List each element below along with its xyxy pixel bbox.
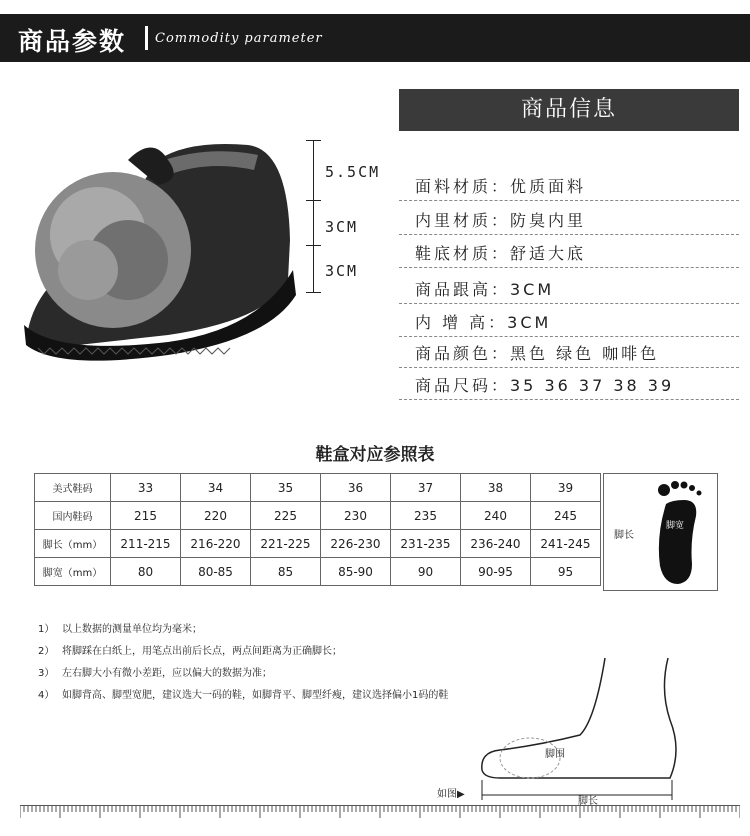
foot-outline: [482, 658, 676, 778]
table-row: [35, 502, 601, 530]
table-cell: 36: [321, 474, 391, 502]
table-cell: 80: [111, 558, 181, 586]
table-cell: 221-225: [251, 530, 321, 558]
row-label: 国内鞋码: [35, 502, 111, 530]
foot-length-label: 脚长: [614, 530, 634, 541]
table-cell: 215: [111, 502, 181, 530]
row-label: 脚宽（mm）: [35, 558, 111, 586]
table-cell: 236-240: [461, 530, 531, 558]
info-row-text: 内里材质：防臭内里: [415, 211, 587, 230]
table-cell: 220: [181, 502, 251, 530]
section-subtitle: Commodity parameter: [155, 31, 323, 46]
table-cell: 39: [531, 474, 601, 502]
table-cell: 85: [251, 558, 321, 586]
table-cell: 34: [181, 474, 251, 502]
table-cell: 37: [391, 474, 461, 502]
dimension-bottom-label: 3CM: [325, 262, 359, 280]
note-text: 如脚背高、脚型宽肥，建议选大一码的鞋，如脚背平、脚型纤瘦，建议选择偏小1码的鞋: [62, 690, 449, 701]
product-info-panel: [399, 89, 739, 399]
info-row-text: 商品尺码：35 36 37 38 39: [415, 376, 675, 395]
table-cell: 90-95: [461, 558, 531, 586]
table-cell: 95: [531, 558, 601, 586]
girth-label: 脚围: [545, 749, 565, 760]
table-cell: 38: [461, 474, 531, 502]
note-number: 3）: [38, 668, 55, 679]
ruler: [20, 805, 740, 822]
size-table: [34, 473, 601, 586]
table-cell: 235: [391, 502, 461, 530]
note-number: 2）: [38, 646, 55, 657]
info-row: [399, 304, 739, 337]
dimension-tick: [306, 200, 321, 201]
section-header: [0, 14, 750, 62]
info-row-text: 商品颜色：黑色 绿色 咖啡色: [415, 344, 660, 363]
table-cell: 241-245: [531, 530, 601, 558]
table-cell: 85-90: [321, 558, 391, 586]
note-item: [38, 664, 272, 679]
dimension-tick: [306, 245, 321, 246]
table-cell: 90: [391, 558, 461, 586]
info-row: [399, 202, 739, 235]
info-row-text: 面料材质：优质面料: [415, 177, 587, 196]
info-row-text: 内 增 高：3CM: [415, 313, 552, 332]
shoe-image: [18, 130, 308, 370]
product-info-title: 商品信息: [399, 89, 739, 131]
table-row: [35, 530, 601, 558]
dimension-line: [313, 140, 314, 292]
dimension-tick: [306, 292, 321, 293]
info-row-text: 鞋底材质：舒适大底: [415, 244, 587, 263]
table-row: [35, 558, 601, 586]
note-text: 以上数据的测量单位均为毫米；: [62, 624, 202, 635]
dimension-middle-label: 3CM: [325, 218, 359, 236]
length-label: 脚长: [578, 796, 598, 807]
as-shown-label: 如图▶: [437, 789, 465, 800]
foot-measure-box: [603, 473, 718, 591]
info-row: [399, 235, 739, 268]
info-row: [399, 271, 739, 304]
table-row: [35, 474, 601, 502]
header-divider: [145, 26, 148, 50]
footprint-icon: [646, 476, 706, 588]
table-cell: 80-85: [181, 558, 251, 586]
section-title: 商品参数: [18, 27, 127, 56]
note-item: [38, 620, 202, 635]
note-item: [38, 686, 448, 701]
table-cell: 245: [531, 502, 601, 530]
note-number: 1）: [38, 624, 55, 635]
info-row: [399, 335, 739, 368]
table-cell: 225: [251, 502, 321, 530]
row-label: 脚长（mm）: [35, 530, 111, 558]
dimension-top-label: 5.5CM: [325, 163, 381, 181]
note-text: 左右脚大小有微小差距，应以偏大的数据为准；: [62, 668, 272, 679]
foot-width-label: 脚宽: [666, 521, 685, 531]
info-row: [399, 168, 739, 201]
foot-diagram: [420, 650, 720, 810]
table-cell: 211-215: [111, 530, 181, 558]
size-table-title: 鞋盒对应参照表: [315, 445, 435, 465]
note-number: 4）: [38, 690, 55, 701]
table-cell: 35: [251, 474, 321, 502]
table-cell: 226-230: [321, 530, 391, 558]
note-item: [38, 642, 342, 657]
table-cell: 231-235: [391, 530, 461, 558]
info-row-text: 商品跟高：3CM: [415, 280, 555, 299]
table-cell: 216-220: [181, 530, 251, 558]
table-cell: 230: [321, 502, 391, 530]
note-text: 将脚踩在白纸上，用笔点出前后长点，两点间距离为正确脚长；: [62, 646, 342, 657]
row-label: 美式鞋码: [35, 474, 111, 502]
table-cell: 240: [461, 502, 531, 530]
info-row: [399, 367, 739, 400]
table-cell: 33: [111, 474, 181, 502]
